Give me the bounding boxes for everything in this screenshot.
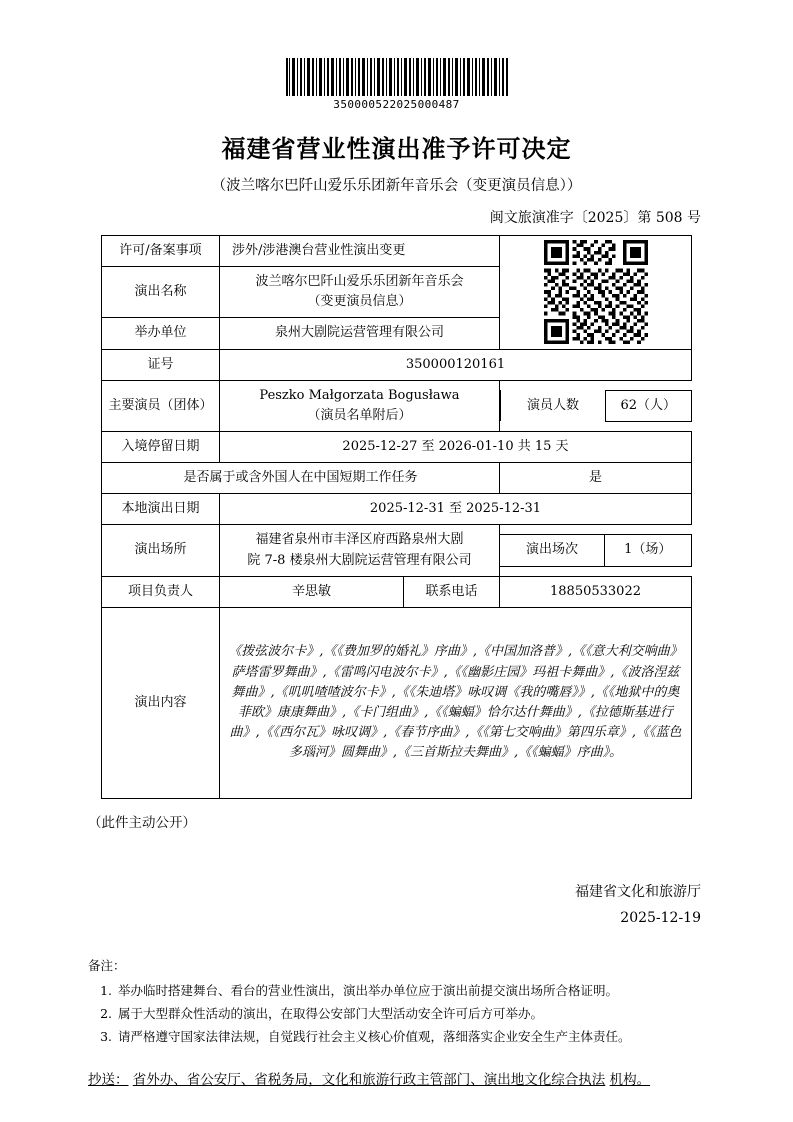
cc-recipients-line2: 机构。 [609, 1071, 651, 1088]
performer-label: 主要演员（团体） [101, 380, 219, 431]
performer-value [219, 380, 499, 431]
remark-item: 3. 请严格遵守国家法律法规，自觉践行社会主义核心价值观，落细落实企业安全生产主体责任。 [116, 1025, 728, 1048]
sessions-value: 1（场） [605, 535, 692, 566]
remark-item: 1. 举办临时搭建舞台、看台的营业性演出，演出举办单位应于演出前提交演出场所合格证明。 [116, 979, 728, 1002]
performer-name: Peszko Małgorzata Bogusława [259, 387, 460, 403]
issuer-name: 福建省文化和旅游厅 [575, 883, 701, 900]
local-date-value: 2025-12-31 至 2025-12-31 [219, 494, 691, 525]
stay-date-label: 入境停留日期 [101, 431, 219, 462]
performer-count-value: 62（人） [606, 390, 692, 421]
permit-item-value: 涉外/涉港澳台营业性演出变更 [219, 236, 499, 267]
phone-value: 18850533022 [500, 576, 692, 607]
venue-line1: 福建省泉州市丰泽区府西路泉州大剧 [255, 532, 464, 548]
table-row [101, 576, 691, 607]
table-row [101, 525, 691, 576]
sessions-cell [500, 525, 692, 576]
cc-recipients-line1: 省外办、省公安厅、省税务局，文化和旅游行政主管部门、演出地文化综合执法 [132, 1071, 606, 1088]
content-label: 演出内容 [101, 607, 219, 798]
show-name-label: 演出名称 [101, 267, 219, 318]
permit-table [101, 235, 692, 799]
table-row [101, 380, 691, 431]
show-name-line1: 波兰喀尔巴阡山爱乐乐团新年音乐会 [255, 274, 464, 290]
permit-item-label: 许可/备案事项 [101, 236, 219, 267]
remarks-block [88, 954, 728, 1049]
organizer-value: 泉州大剧院运营管理有限公司 [219, 318, 499, 349]
cert-value: 350000120161 [219, 349, 691, 380]
venue-value [219, 525, 499, 576]
table-row [101, 607, 691, 798]
cert-label: 证号 [101, 349, 219, 380]
barcode-image [286, 58, 508, 96]
manager-label: 项目负责人 [101, 576, 219, 607]
foreign-task-label: 是否属于或含外国人在中国短期工作任务 [101, 463, 499, 494]
performer-count-cell [500, 380, 692, 431]
issue-date: 2025-12-19 [620, 910, 701, 927]
remarks-title: 备注： [88, 958, 126, 974]
remarks-list [88, 979, 728, 1048]
table-row [101, 236, 691, 267]
stay-date-value: 2025-12-27 至 2026-01-10 共 15 天 [219, 431, 691, 462]
show-name-value [219, 267, 499, 318]
remark-item: 2. 属于大型群众性活动的演出，在取得公安部门大型活动安全许可后方可举办。 [116, 1002, 728, 1025]
page-subtitle: （波兰喀尔巴阡山爱乐乐团新年音乐会（变更演员信息）） [211, 178, 582, 194]
sessions-label: 演出场次 [500, 535, 605, 566]
venue-line2: 院 7-8 楼泉州大剧院运营管理有限公司 [247, 552, 472, 568]
table-row [101, 494, 691, 525]
performer-count-label: 演员人数 [501, 390, 606, 421]
table-row [101, 463, 691, 494]
manager-value: 辛思敏 [219, 576, 403, 607]
barcode-number: 350000522025000487 [333, 98, 460, 111]
show-name-line2: （变更演员信息） [307, 294, 412, 310]
performer-note: （演员名单附后） [307, 407, 412, 423]
public-disclosure-note: （此件主动公开） [88, 814, 196, 831]
page-title: 福建省营业性演出准予许可决定 [221, 134, 572, 163]
content-value: 《拨弦波尔卡》,《《费加罗的婚礼》序曲》,《中国加洛普》,《《意大利交响曲》萨塔雷罗舞曲》,《雷鸣闪电波尔卡》,《《幽影庄园》玛祖卡舞曲》,《波洛涅兹舞曲》,《叽叽喳喳波尔卡》,《《朱迪塔》咏叹调《我的嘴唇》》,《《地狱中的奥菲欧》康康舞曲》,《卡门组曲》,《《蝙蝠》恰尔达什舞曲》,《拉德斯基进行曲》,《《西尔瓦》咏叹调》,《春节序曲》,《《第七交响曲》第四乐章》,《《蓝色多瑙河》圆舞曲》,《三首斯拉夫舞曲》,《《蝙蝠》序曲》。 [219, 607, 691, 798]
table-row [101, 431, 691, 462]
document-number: 闽文旅演准字〔2025〕第 508 号 [489, 210, 701, 226]
phone-label: 联系电话 [403, 576, 499, 607]
venue-label: 演出场所 [101, 525, 219, 576]
barcode-block [282, 0, 512, 111]
cc-label: 抄送： [88, 1071, 129, 1088]
qr-code-icon [544, 240, 648, 344]
cc-block [88, 1069, 728, 1093]
table-row [101, 349, 691, 380]
organizer-label: 举办单位 [101, 318, 219, 349]
local-date-label: 本地演出日期 [101, 494, 219, 525]
qr-code-cell [500, 236, 692, 350]
signature-block [0, 879, 793, 932]
foreign-task-value: 是 [500, 463, 692, 494]
